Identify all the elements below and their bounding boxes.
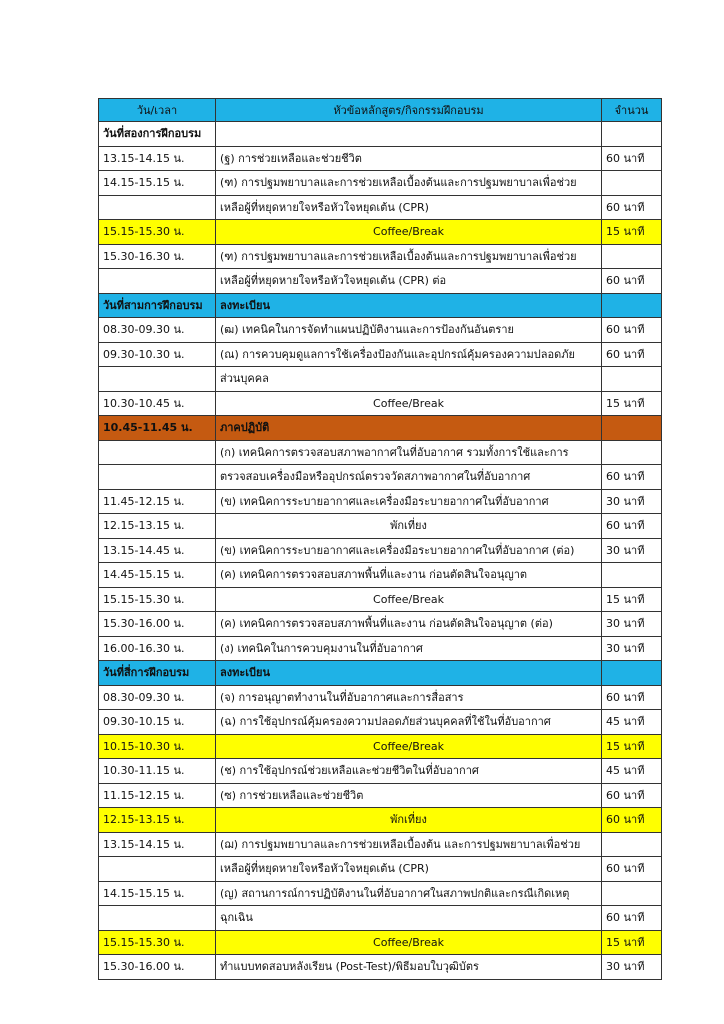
time-cell: วันที่สี่การฝึกอบรม bbox=[99, 661, 216, 686]
time-cell: 16.00-16.30 น. bbox=[99, 636, 216, 661]
duration-cell: 60 นาที bbox=[602, 857, 662, 882]
duration-cell bbox=[602, 367, 662, 392]
table-row bbox=[99, 759, 662, 784]
table-row bbox=[99, 808, 662, 833]
time-cell bbox=[99, 195, 216, 220]
table-row bbox=[99, 710, 662, 735]
time-cell: วันที่สองการฝึกอบรม bbox=[99, 122, 216, 147]
duration-cell bbox=[602, 881, 662, 906]
activity-cell bbox=[216, 122, 602, 147]
table-row bbox=[99, 636, 662, 661]
table-row bbox=[99, 734, 662, 759]
duration-cell: 15 นาที bbox=[602, 587, 662, 612]
training-schedule bbox=[98, 98, 660, 980]
time-cell: 13.15-14.15 น. bbox=[99, 832, 216, 857]
duration-cell bbox=[602, 416, 662, 441]
duration-cell: 30 นาที bbox=[602, 538, 662, 563]
time-cell: 15.30-16.30 น. bbox=[99, 244, 216, 269]
activity-cell: (ฑ) การปฐมพยาบาลและการช่วยเหลือเบื้องต้นและการปฐมพยาบาลเพื่อช่วย bbox=[216, 244, 602, 269]
duration-cell: 60 นาที bbox=[602, 195, 662, 220]
activity-cell: (ก) เทคนิคการตรวจสอบสภาพอากาศในที่อับอากาศ รวมทั้งการใช้และการ bbox=[216, 440, 602, 465]
table-row bbox=[99, 930, 662, 955]
table-row bbox=[99, 832, 662, 857]
activity-cell: Coffee/Break bbox=[216, 734, 602, 759]
activity-cell: (ฐ) การช่วยเหลือและช่วยชีวิต bbox=[216, 146, 602, 171]
table-row bbox=[99, 661, 662, 686]
table-row bbox=[99, 293, 662, 318]
schedule-body bbox=[99, 122, 662, 980]
duration-cell: 60 นาที bbox=[602, 514, 662, 539]
time-cell bbox=[99, 906, 216, 931]
time-cell: 15.15-15.30 น. bbox=[99, 930, 216, 955]
time-cell: 10.45-11.45 น. bbox=[99, 416, 216, 441]
activity-cell: ลงทะเบียน bbox=[216, 661, 602, 686]
table-row bbox=[99, 465, 662, 490]
duration-cell: 15 นาที bbox=[602, 930, 662, 955]
duration-cell: 45 นาที bbox=[602, 759, 662, 784]
duration-cell: 60 นาที bbox=[602, 465, 662, 490]
activity-cell: Coffee/Break bbox=[216, 587, 602, 612]
duration-cell bbox=[602, 832, 662, 857]
table-row bbox=[99, 146, 662, 171]
table-row bbox=[99, 391, 662, 416]
activity-cell: ทำแบบทดสอบหลังเรียน (Post-Test)/พิธีมอบใบวุฒิบัตร bbox=[216, 955, 602, 980]
table-row bbox=[99, 612, 662, 637]
activity-cell: (ฌ) การปฐมพยาบาลและการช่วยเหลือเบื้องต้น และการปฐมพยาบาลเพื่อช่วย bbox=[216, 832, 602, 857]
time-cell: 14.45-15.15 น. bbox=[99, 563, 216, 588]
activity-cell: ส่วนบุคคล bbox=[216, 367, 602, 392]
time-cell: 15.30-16.00 น. bbox=[99, 612, 216, 637]
table-row bbox=[99, 220, 662, 245]
table-row bbox=[99, 587, 662, 612]
duration-cell bbox=[602, 563, 662, 588]
time-cell: 12.15-13.15 น. bbox=[99, 514, 216, 539]
table-row bbox=[99, 416, 662, 441]
activity-cell: (จ) การอนุญาตทำงานในที่อับอากาศและการสื่อสาร bbox=[216, 685, 602, 710]
table-row bbox=[99, 367, 662, 392]
activity-cell: (ช) การใช้อุปกรณ์ช่วยเหลือและช่วยชีวิตในที่อับอากาศ bbox=[216, 759, 602, 784]
activity-cell: ตรวจสอบเครื่องมือหรืออุปกรณ์ตรวจวัดสภาพอากาศในที่อับอากาศ bbox=[216, 465, 602, 490]
table-row bbox=[99, 269, 662, 294]
activity-cell: (ฑ) การปฐมพยาบาลและการช่วยเหลือเบื้องต้นและการปฐมพยาบาลเพื่อช่วย bbox=[216, 171, 602, 196]
time-cell: 11.45-12.15 น. bbox=[99, 489, 216, 514]
duration-cell: 45 นาที bbox=[602, 710, 662, 735]
duration-cell: 60 นาที bbox=[602, 685, 662, 710]
time-cell: 14.15-15.15 น. bbox=[99, 881, 216, 906]
duration-cell: 60 นาที bbox=[602, 906, 662, 931]
activity-cell: ภาคปฏิบัติ bbox=[216, 416, 602, 441]
table-row bbox=[99, 783, 662, 808]
table-row bbox=[99, 171, 662, 196]
time-cell: 14.15-15.15 น. bbox=[99, 171, 216, 196]
time-cell: วันที่สามการฝึกอบรม bbox=[99, 293, 216, 318]
time-cell: 08.30-09.30 น. bbox=[99, 318, 216, 343]
duration-cell bbox=[602, 171, 662, 196]
duration-cell: 30 นาที bbox=[602, 636, 662, 661]
time-cell: 15.15-15.30 น. bbox=[99, 587, 216, 612]
time-cell: 13.15-14.15 น. bbox=[99, 146, 216, 171]
activity-cell: (ข) เทคนิคการระบายอากาศและเครื่องมือระบายอากาศในที่อับอากาศ bbox=[216, 489, 602, 514]
duration-cell: 30 นาที bbox=[602, 612, 662, 637]
time-cell: 10.30-11.15 น. bbox=[99, 759, 216, 784]
time-cell: 15.30-16.00 น. bbox=[99, 955, 216, 980]
time-cell bbox=[99, 269, 216, 294]
time-cell: 08.30-09.30 น. bbox=[99, 685, 216, 710]
time-cell: 11.15-12.15 น. bbox=[99, 783, 216, 808]
time-cell: 15.15-15.30 น. bbox=[99, 220, 216, 245]
table-row bbox=[99, 489, 662, 514]
time-cell bbox=[99, 440, 216, 465]
duration-cell: 15 นาที bbox=[602, 391, 662, 416]
activity-cell: (ญ) สถานการณ์การปฏิบัติงานในที่อับอากาศในสภาพปกติและกรณีเกิดเหตุ bbox=[216, 881, 602, 906]
activity-cell: พักเที่ยง bbox=[216, 514, 602, 539]
time-cell: 09.30-10.15 น. bbox=[99, 710, 216, 735]
table-header-row bbox=[99, 99, 662, 122]
activity-cell: พักเที่ยง bbox=[216, 808, 602, 833]
time-cell: 10.30-10.45 น. bbox=[99, 391, 216, 416]
table-row bbox=[99, 685, 662, 710]
duration-cell: 60 นาที bbox=[602, 342, 662, 367]
duration-cell bbox=[602, 293, 662, 318]
table-row bbox=[99, 440, 662, 465]
activity-cell: ลงทะเบียน bbox=[216, 293, 602, 318]
duration-cell bbox=[602, 661, 662, 686]
time-cell bbox=[99, 857, 216, 882]
duration-cell bbox=[602, 244, 662, 269]
table-row bbox=[99, 881, 662, 906]
time-cell bbox=[99, 367, 216, 392]
activity-cell: Coffee/Break bbox=[216, 391, 602, 416]
activity-cell: ฉุกเฉิน bbox=[216, 906, 602, 931]
schedule-table bbox=[98, 98, 662, 980]
activity-cell: Coffee/Break bbox=[216, 220, 602, 245]
table-row bbox=[99, 122, 662, 147]
activity-cell: (ค) เทคนิคการตรวจสอบสภาพพื้นที่และงาน ก่อนตัดสินใจอนุญาต bbox=[216, 563, 602, 588]
header-time: วัน/เวลา bbox=[99, 99, 216, 122]
activity-cell: (ณ) การควบคุมดูแลการใช้เครื่องป้องกันและอุปกรณ์คุ้มครองความปลอดภัย bbox=[216, 342, 602, 367]
activity-cell: (ข) เทคนิคการระบายอากาศและเครื่องมือระบายอากาศในที่อับอากาศ (ต่อ) bbox=[216, 538, 602, 563]
activity-cell: เหลือผู้ที่หยุดหายใจหรือหัวใจหยุดเต้น (CPR) bbox=[216, 857, 602, 882]
time-cell: 12.15-13.15 น. bbox=[99, 808, 216, 833]
table-row bbox=[99, 563, 662, 588]
header-activity: หัวข้อหลักสูตร/กิจกรรมฝึกอบรม bbox=[216, 99, 602, 122]
time-cell: 10.15-10.30 น. bbox=[99, 734, 216, 759]
activity-cell: (ฉ) การใช้อุปกรณ์คุ้มครองความปลอดภัยส่วนบุคคลที่ใช้ในที่อับอากาศ bbox=[216, 710, 602, 735]
table-row bbox=[99, 857, 662, 882]
duration-cell: 60 นาที bbox=[602, 808, 662, 833]
duration-cell bbox=[602, 122, 662, 147]
time-cell: 09.30-10.30 น. bbox=[99, 342, 216, 367]
table-row bbox=[99, 342, 662, 367]
activity-cell: (ซ) การช่วยเหลือและช่วยชีวิต bbox=[216, 783, 602, 808]
table-row bbox=[99, 538, 662, 563]
table-row bbox=[99, 318, 662, 343]
activity-cell: (ค) เทคนิคการตรวจสอบสภาพพื้นที่และงาน ก่อนตัดสินใจอนุญาต (ต่อ) bbox=[216, 612, 602, 637]
table-row bbox=[99, 195, 662, 220]
duration-cell: 60 นาที bbox=[602, 146, 662, 171]
duration-cell: 60 นาที bbox=[602, 269, 662, 294]
time-cell bbox=[99, 465, 216, 490]
duration-cell bbox=[602, 440, 662, 465]
duration-cell: 30 นาที bbox=[602, 955, 662, 980]
activity-cell: เหลือผู้ที่หยุดหายใจหรือหัวใจหยุดเต้น (CPR) ต่อ bbox=[216, 269, 602, 294]
duration-cell: 60 นาที bbox=[602, 318, 662, 343]
table-row bbox=[99, 906, 662, 931]
header-duration: จำนวน bbox=[602, 99, 662, 122]
duration-cell: 15 นาที bbox=[602, 734, 662, 759]
activity-cell: Coffee/Break bbox=[216, 930, 602, 955]
activity-cell: (ฒ) เทคนิคในการจัดทำแผนปฏิบัติงานและการป้องกันอันตราย bbox=[216, 318, 602, 343]
activity-cell: (ง) เทคนิคในการควบคุมงานในที่อับอากาศ bbox=[216, 636, 602, 661]
duration-cell: 15 นาที bbox=[602, 220, 662, 245]
activity-cell: เหลือผู้ที่หยุดหายใจหรือหัวใจหยุดเต้น (CPR) bbox=[216, 195, 602, 220]
table-row bbox=[99, 244, 662, 269]
time-cell: 13.15-14.45 น. bbox=[99, 538, 216, 563]
duration-cell: 30 นาที bbox=[602, 489, 662, 514]
duration-cell: 60 นาที bbox=[602, 783, 662, 808]
table-row bbox=[99, 955, 662, 980]
table-row bbox=[99, 514, 662, 539]
